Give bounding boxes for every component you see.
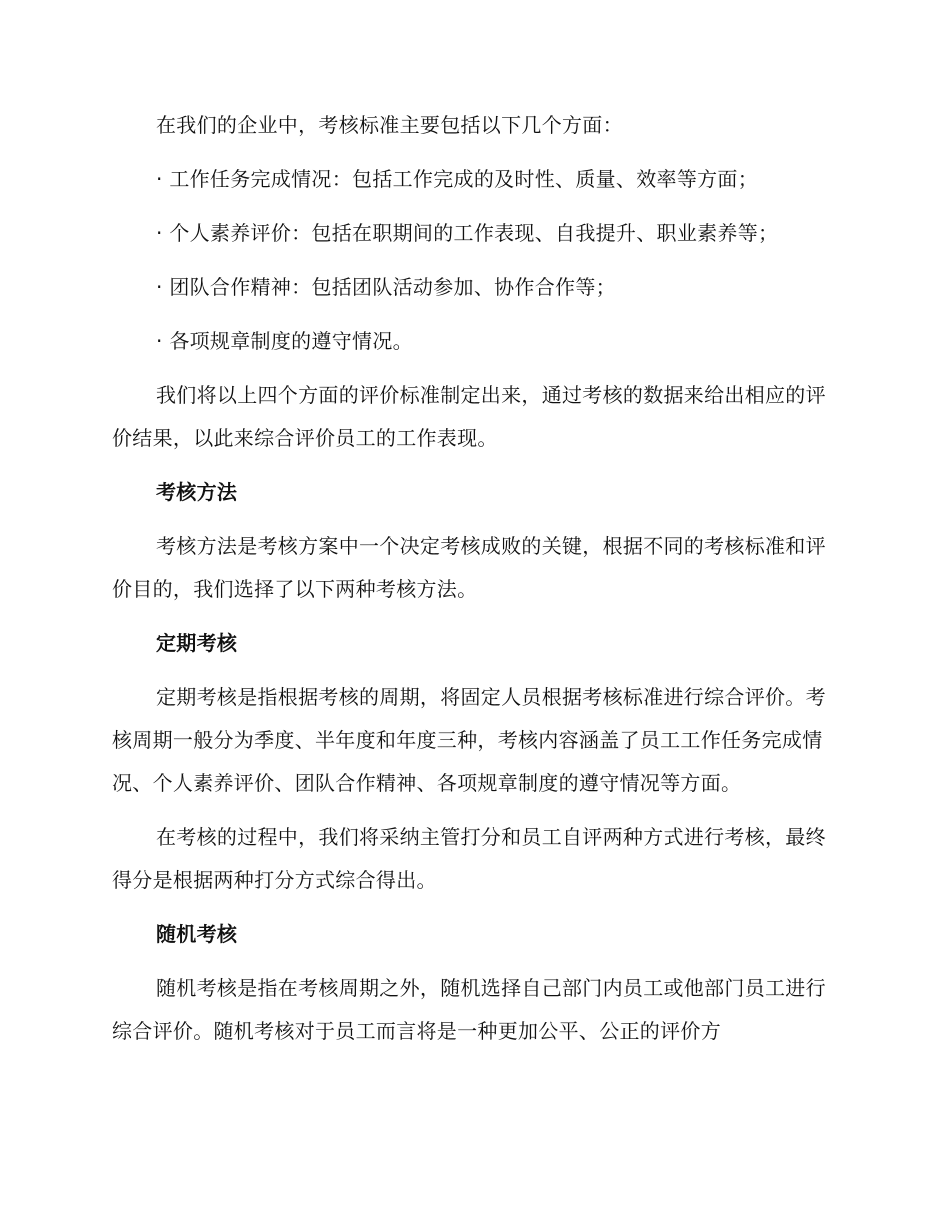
bullet-item-task: · 工作任务完成情况：包括工作完成的及时性、质量、效率等方面； (156, 167, 759, 191)
random-heading: 随机考核 (156, 922, 238, 946)
intro-paragraph: 在我们的企业中，考核标准主要包括以下几个方面： (156, 113, 623, 137)
summary-paragraph: 我们将以上四个方面的评价标准制定出来，通过考核的数据来给出相应的评价结果，以此来综合评价员工的工作表现。 (112, 383, 826, 450)
bullet-item-quality: · 个人素养评价：包括在职期间的工作表现、自我提升、职业素养等； (156, 221, 779, 245)
bullet-item-rules: · 各项规章制度的遵守情况。 (156, 329, 413, 353)
periodic-heading: 定期考核 (156, 631, 238, 655)
methods-paragraph: 考核方法是考核方案中一个决定考核成败的关键，根据不同的考核标准和评价目的，我们选择了以下两种考核方法。 (112, 534, 826, 601)
periodic-paragraph-1: 定期考核是指根据考核的周期，将固定人员根据考核标准进行综合评价。考核周期一般分为季度、半年度和年度三种，考核内容涵盖了员工工作任务完成情况、个人素养评价、团队合作精神、各项规章制度的遵守情况等方面。 (112, 685, 826, 795)
document-page (112, 104, 832, 1053)
methods-heading: 考核方法 (156, 480, 238, 504)
random-paragraph: 随机考核是指在考核周期之外，随机选择自己部门内员工或他部门员工进行综合评价。随机考核对于员工而言将是一种更加公平、公正的评价方 (112, 976, 826, 1043)
bullet-item-teamwork: · 团队合作精神：包括团队活动参加、协作合作等； (156, 275, 616, 299)
periodic-paragraph-2: 在考核的过程中，我们将采纳主管打分和员工自评两种方式进行考核，最终得分是根据两种打分方式综合得出。 (112, 825, 826, 892)
